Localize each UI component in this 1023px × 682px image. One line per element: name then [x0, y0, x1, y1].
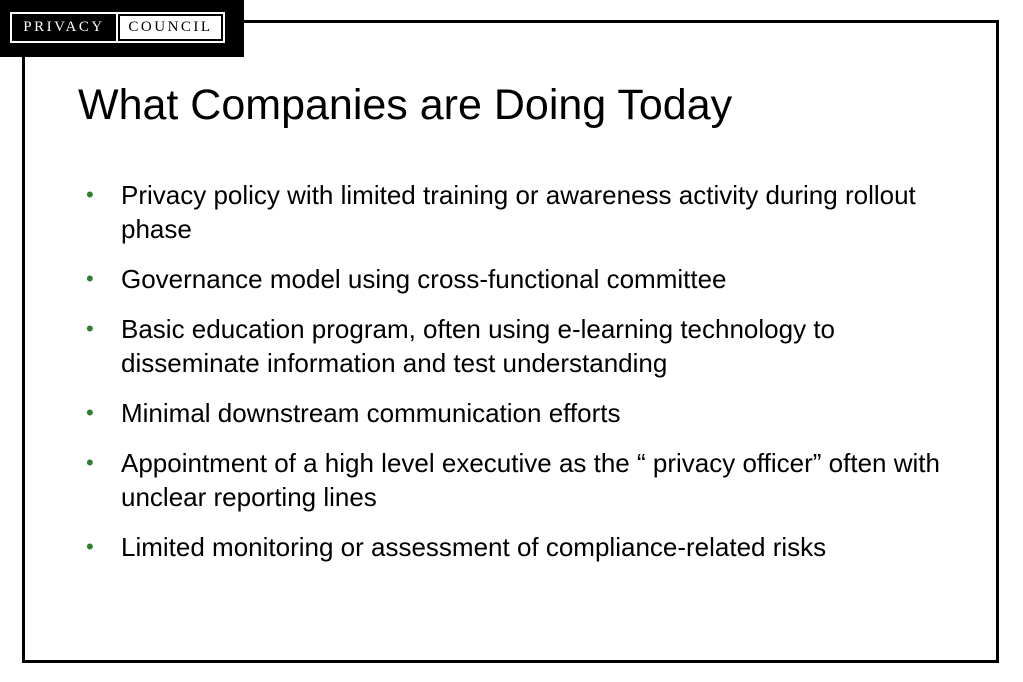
bullet-text: Privacy policy with limited training or awareness activity during rollout phase: [121, 180, 916, 244]
logo-word-privacy: PRIVACY: [12, 14, 118, 41]
bullet-dot-icon: •: [86, 266, 94, 291]
bullet-dot-icon: •: [86, 182, 94, 207]
bullet-text: Appointment of a high level executive as the “ privacy officer” often with unclear reporting lines: [121, 448, 940, 512]
bullet-item: [84, 262, 944, 296]
bullet-text: Governance model using cross-functional committee: [121, 264, 727, 294]
slide-title: What Companies are Doing Today: [78, 81, 733, 129]
bullet-dot-icon: •: [86, 316, 94, 341]
bullet-dot-icon: •: [86, 450, 94, 475]
bullet-item: [84, 396, 944, 430]
bullet-dot-icon: •: [86, 534, 94, 559]
bullet-dot-icon: •: [86, 400, 94, 425]
logo-wordmark: [10, 12, 225, 43]
privacy-council-logo: [0, 0, 244, 57]
bullet-item: [84, 312, 944, 380]
bullet-text: Minimal downstream communication efforts: [121, 398, 621, 428]
bullet-item: [84, 530, 944, 564]
bullet-text: Basic education program, often using e-learning technology to disseminate information and test understanding: [121, 314, 835, 378]
bullet-list: [84, 178, 944, 580]
logo-word-council: COUNCIL: [118, 14, 223, 41]
bullet-item: [84, 446, 944, 514]
bullet-item: [84, 178, 944, 246]
bullet-text: Limited monitoring or assessment of compliance-related risks: [121, 532, 827, 562]
